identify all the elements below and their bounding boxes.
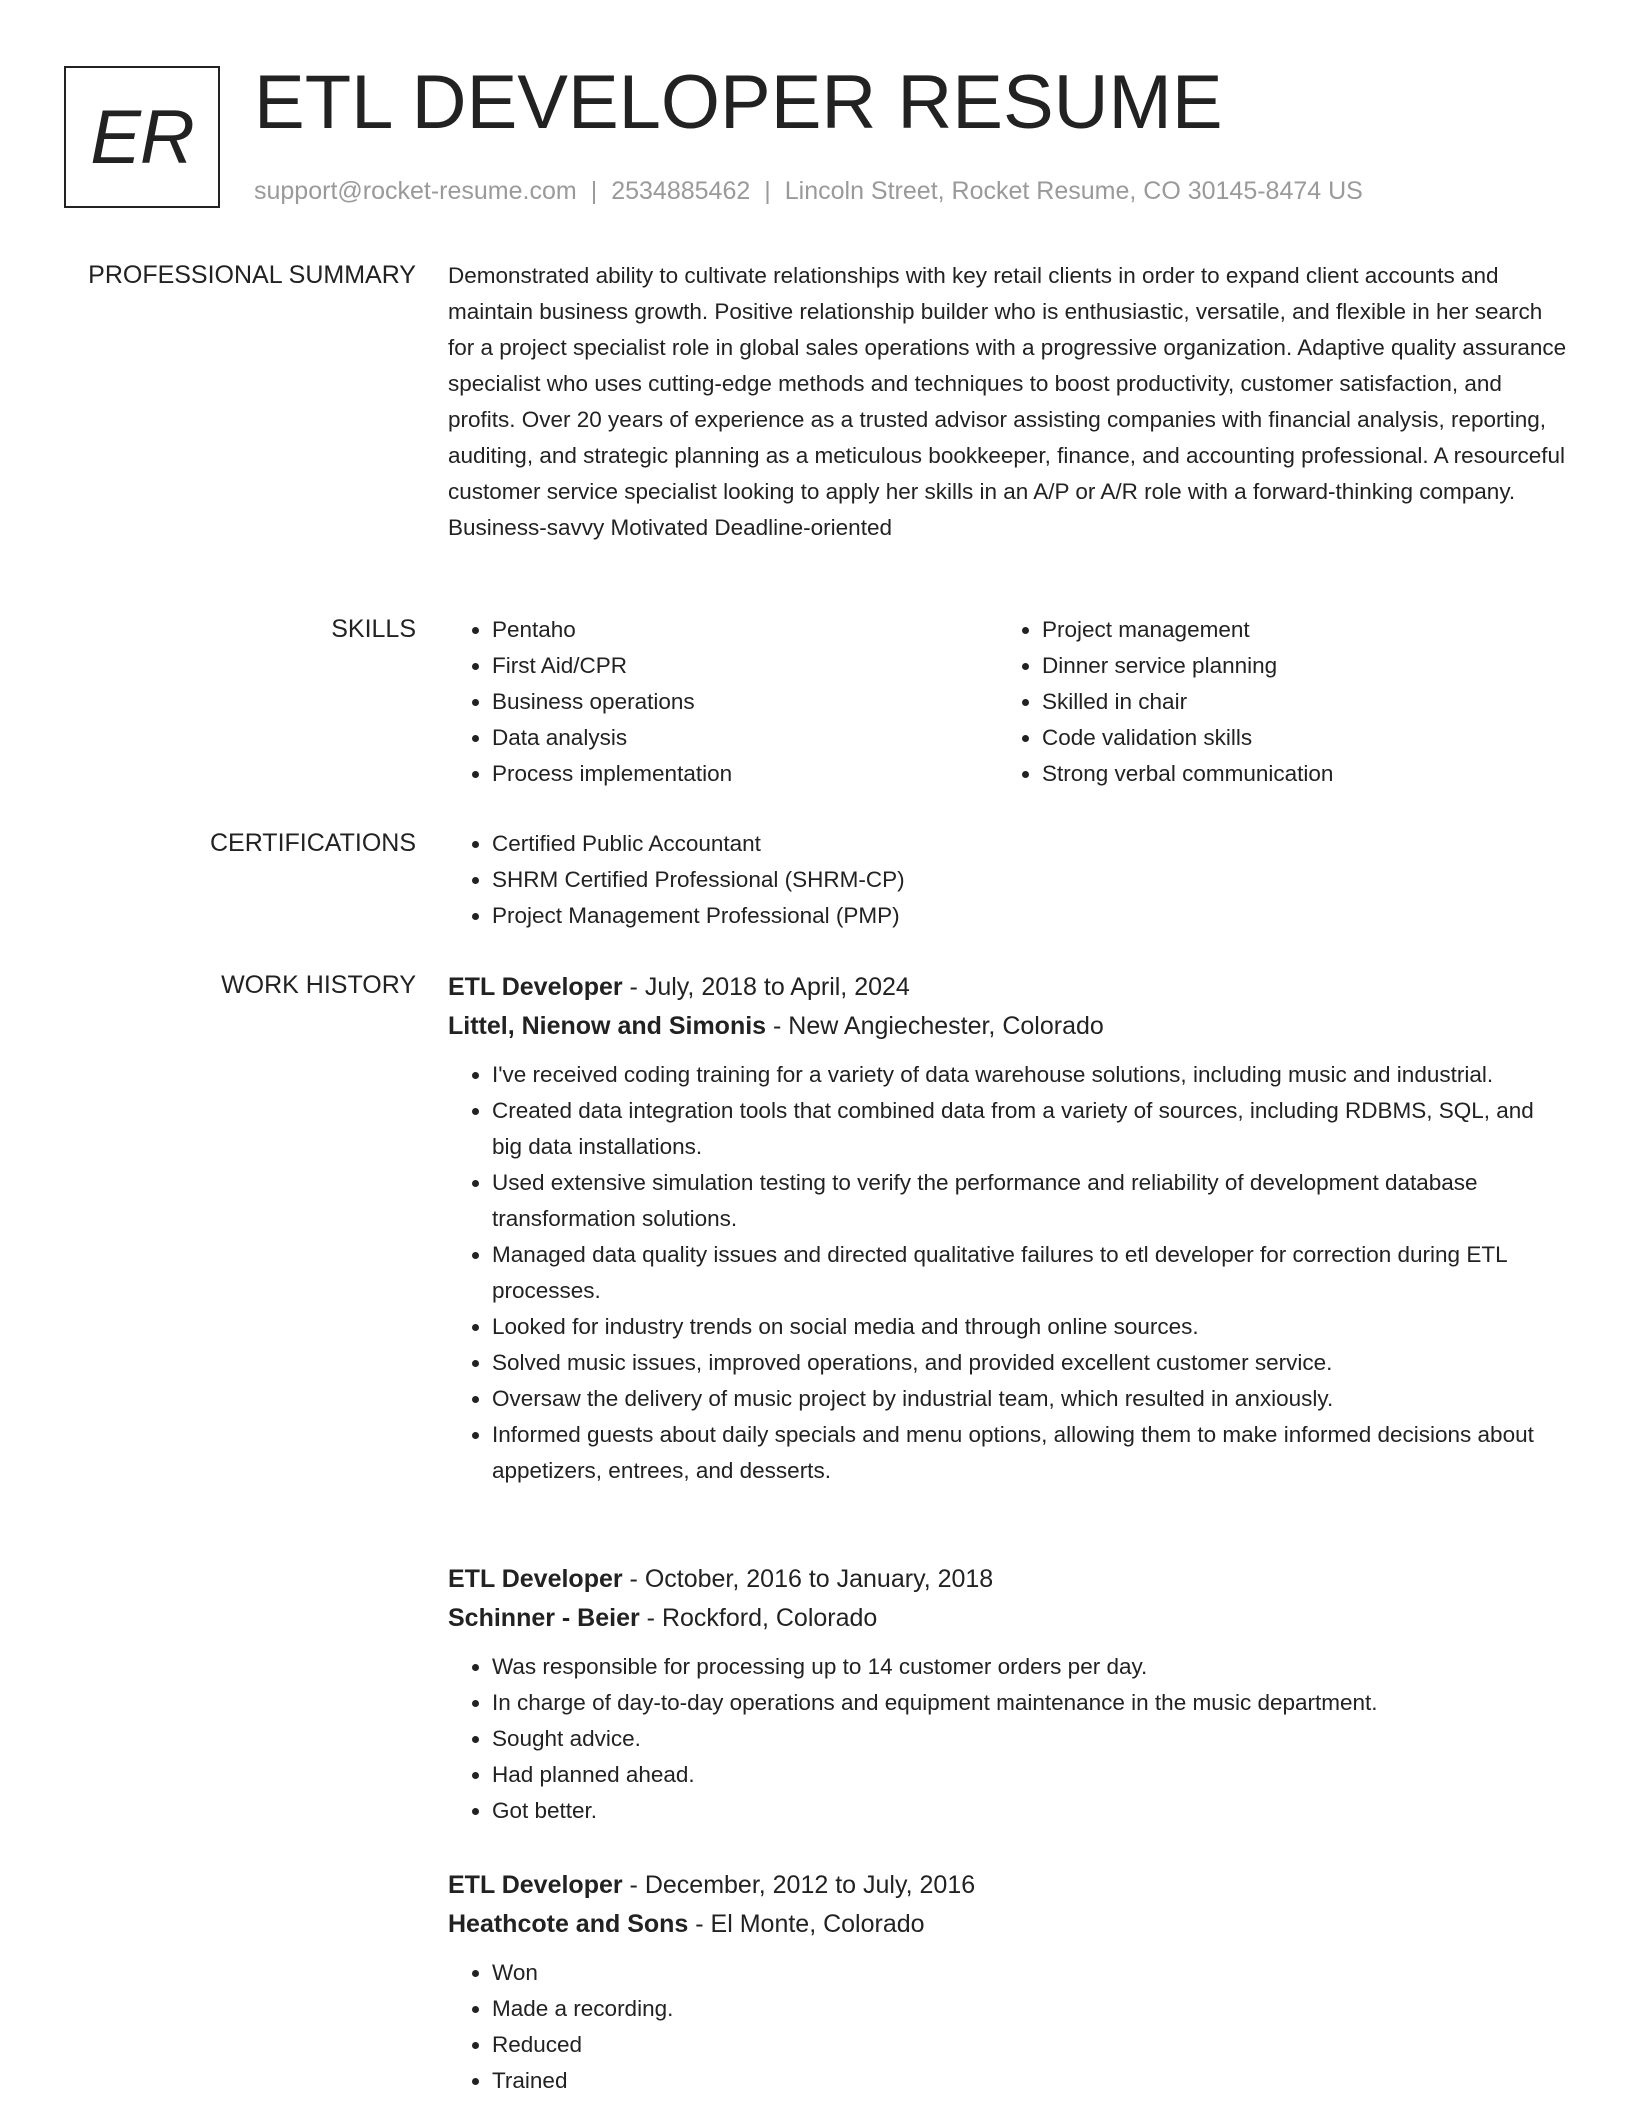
skill-item: • First Aid/CPR xyxy=(492,648,998,684)
job-location: - Rockford, Colorado xyxy=(639,1604,878,1632)
section-label-work-history: WORK HISTORY xyxy=(221,971,416,999)
job-duty: • Informed guests about daily specials and menu options, allowing them to make informed decisions about appetizers, entrees, and desserts. xyxy=(492,1417,1568,1489)
contact-email: support@rocket-resume.com xyxy=(254,177,577,205)
skill-item: • Skilled in chair xyxy=(1042,684,1548,720)
job-duty: • Looked for industry trends on social media and through online sources. xyxy=(492,1309,1568,1345)
contact-line xyxy=(254,174,1363,208)
section-label-certifications: CERTIFICATIONS xyxy=(209,829,416,857)
summary-body xyxy=(448,258,1568,546)
job-duty: • Won xyxy=(492,1955,1568,1991)
certifications-body xyxy=(448,826,1568,934)
job-duty: • I've received coding training for a variety of data warehouse solutions, including music and industrial. xyxy=(492,1057,1568,1093)
section-label-summary: PROFESSIONAL SUMMARY xyxy=(88,261,416,289)
skill-item: • Strong verbal communication xyxy=(1042,756,1548,792)
job-duties-list xyxy=(448,1955,1568,2099)
job-location: - New Angiechester, Colorado xyxy=(766,1012,1104,1040)
skills-list-right xyxy=(998,612,1548,792)
job-duty: • Solved music issues, improved operations, and provided excellent customer service. xyxy=(492,1345,1568,1381)
contact-separator: | xyxy=(764,177,771,205)
job-company: Littel, Nienow and Simonis xyxy=(448,1012,767,1040)
job-title-line xyxy=(448,1560,1568,1599)
skills-body xyxy=(448,612,1568,792)
certification-item: • Project Management Professional (PMP) xyxy=(492,898,1568,934)
monogram-initials: ER xyxy=(90,94,194,180)
job-duty: • In charge of day-to-day operations and equipment maintenance in the music department. xyxy=(492,1685,1568,1721)
summary-text: Demonstrated ability to cultivate relationships with key retail clients in order to expand client accounts and maintain business growth. Positive relationship builder who is enthusiastic, versatile, and flexible in her search for a project specialist role in global sales operations with a progressive organization. Adaptive quality assurance specialist who uses cutting-edge methods and techniques to boost productivity, customer satisfaction, and profits. Over 20 years of experience as a trusted advisor assisting companies with financial analysis, reporting, auditing, and strategic planning as a meticulous bookkeeper, finance, and accounting professional. A resourceful customer service specialist looking to apply her skills in an A/P or A/R role with a forward-thinking company. Business-savvy Motivated Deadline-oriented xyxy=(448,263,1567,540)
job-dates: - July, 2018 to April, 2024 xyxy=(622,973,910,1001)
skill-item: • Pentaho xyxy=(492,612,998,648)
job-entry xyxy=(448,1560,1568,1829)
skill-item: • Data analysis xyxy=(492,720,998,756)
resume-title: ETL DEVELOPER RESUME xyxy=(254,60,1223,145)
job-company: Schinner - Beier xyxy=(448,1604,640,1632)
certification-item: • SHRM Certified Professional (SHRM-CP) xyxy=(492,862,1568,898)
job-duty: • Used extensive simulation testing to verify the performance and reliability of development database transformation solutions. xyxy=(492,1165,1568,1237)
job-duty: • Sought advice. xyxy=(492,1721,1568,1757)
job-duty: • Oversaw the delivery of music project by industrial team, which resulted in anxiously. xyxy=(492,1381,1568,1417)
job-dates: - October, 2016 to January, 2018 xyxy=(622,1565,994,1593)
job-duties-list xyxy=(448,1057,1568,1489)
certifications-list xyxy=(448,826,1568,934)
section-label-skills: SKILLS xyxy=(331,615,416,643)
job-entry xyxy=(448,968,1568,1489)
job-company-line xyxy=(448,1599,1568,1638)
job-duties-list xyxy=(448,1649,1568,1829)
job-duty: • Trained xyxy=(492,2063,1568,2099)
job-duty: • Got better. xyxy=(492,1793,1568,1829)
job-title-line xyxy=(448,968,1568,1007)
job-duty: • Was responsible for processing up to 14 customer orders per day. xyxy=(492,1649,1568,1685)
job-duty: • Reduced xyxy=(492,2027,1568,2063)
certification-item: • Certified Public Accountant xyxy=(492,826,1568,862)
contact-phone: 2534885462 xyxy=(611,177,751,205)
job-company-line xyxy=(448,1007,1568,1046)
skill-item: • Dinner service planning xyxy=(1042,648,1548,684)
skill-item: • Code validation skills xyxy=(1042,720,1548,756)
job-duty: • Made a recording. xyxy=(492,1991,1568,2027)
contact-separator: | xyxy=(590,177,598,205)
skills-columns xyxy=(448,612,1568,792)
job-dates: - December, 2012 to July, 2016 xyxy=(622,1871,976,1899)
job-company: Heathcote and Sons xyxy=(448,1910,689,1938)
job-duty: • Created data integration tools that combined data from a variety of sources, including RDBMS, SQL, and big data installations. xyxy=(492,1093,1568,1165)
skill-item: • Process implementation xyxy=(492,756,998,792)
job-title: ETL Developer xyxy=(448,1565,623,1593)
monogram-box xyxy=(64,66,220,208)
job-duty: • Managed data quality issues and directed qualitative failures to etl developer for correction during ETL processes. xyxy=(492,1237,1568,1309)
job-location: - El Monte, Colorado xyxy=(688,1910,925,1938)
job-title-line xyxy=(448,1866,1568,1905)
skills-list-left xyxy=(448,612,998,792)
contact-address: Lincoln Street, Rocket Resume, CO 30145-8474 US xyxy=(784,177,1363,205)
job-title: ETL Developer xyxy=(448,1871,623,1899)
job-entry xyxy=(448,1866,1568,2099)
skill-item: • Project management xyxy=(1042,612,1548,648)
job-title: ETL Developer xyxy=(448,973,623,1001)
skill-item: • Business operations xyxy=(492,684,998,720)
job-company-line xyxy=(448,1905,1568,1944)
job-duty: • Had planned ahead. xyxy=(492,1757,1568,1793)
